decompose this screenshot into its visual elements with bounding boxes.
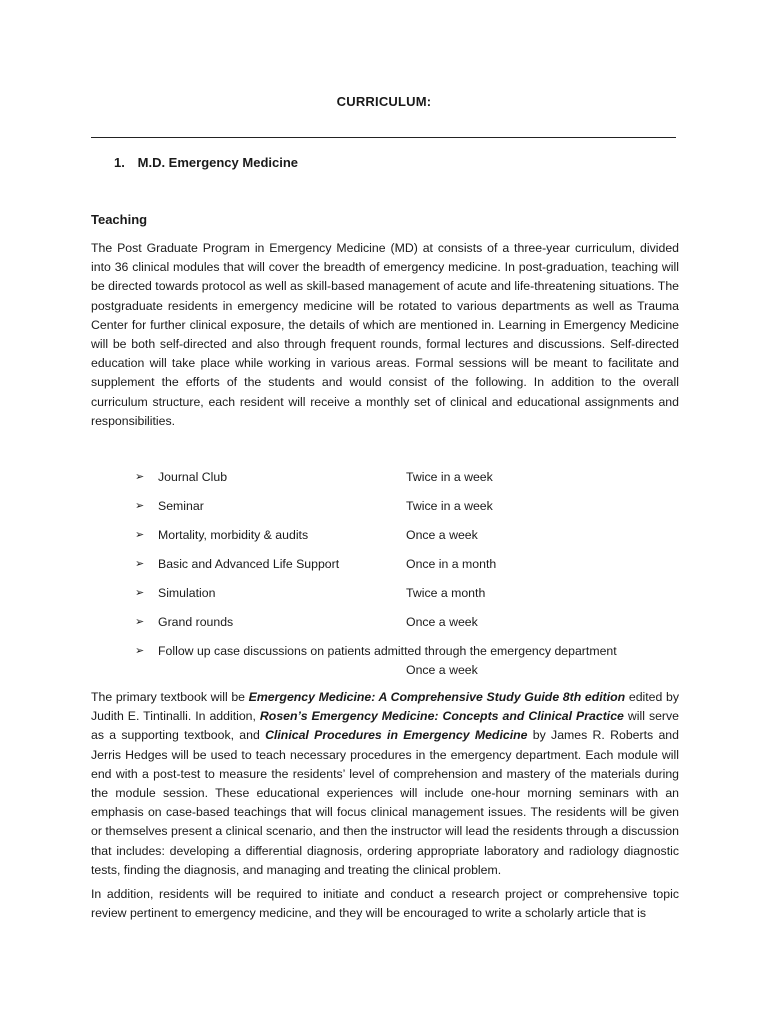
textbook-title: Emergency Medicine: A Comprehensive Study Guide 8th edition <box>248 690 626 704</box>
activity-frequency: Once in a month <box>406 557 497 571</box>
activity-frequency: Once a week <box>406 663 478 677</box>
activity-frequency: Twice in a week <box>406 499 493 513</box>
list-item <box>135 525 695 554</box>
activity-name: Seminar <box>158 499 204 513</box>
textbook-paragraph <box>91 688 679 880</box>
textbook-text: by James R. Roberts and Jerris Hedges will be used to teach necessary procedures in the emergency department. Each module will end with a post-test to measure the residents’ level of comprehension and mastery of the materials during the module session. These educational experiences will include one-hour morning seminars with an emphasis on case-based teachings that will focus clinical management issues. The residents will be given or themselves present a clinical scenario, and then the instructor will lead the residents through a discussion that includes: developing a differential diagnosis, ordering appropriate laboratory and radiology diagnostic tests, finding the diagnosis, and managing and treating the clinical problem. <box>91 728 679 877</box>
activity-name: Grand rounds <box>158 615 234 629</box>
section-number: 1. <box>114 155 125 170</box>
activity-name: Journal Club <box>158 470 228 484</box>
activity-list <box>135 467 695 689</box>
activity-frequency: Once a week <box>406 615 478 629</box>
section-heading <box>114 155 298 170</box>
list-item <box>135 583 695 612</box>
activity-name: Simulation <box>158 586 216 600</box>
research-paragraph: In addition, residents will be required to initiate and conduct a research project or comprehensive topic review pertinent to emergency medicine, and they will be encouraged to write a scholarly article that is <box>91 887 679 921</box>
list-item <box>135 612 695 641</box>
arrow-bullet-icon: ➢ <box>135 471 145 483</box>
activity-frequency: Twice a month <box>406 586 486 600</box>
activity-name: Follow up case discussions on patients admitted through the emergency department <box>158 644 617 658</box>
textbook-text: The primary textbook will be <box>91 690 249 704</box>
activity-name: Basic and Advanced Life Support <box>158 557 340 571</box>
intro-paragraph: The Post Graduate Program in Emergency Medicine (MD) at consists of a three-year curriculum, divided into 36 clinical modules that will cover the breadth of emergency medicine. In post-graduation, teaching will be directed towards protocol as well as skill-based management of acute and life-threatening situations. The postgraduate residents in emergency medicine will be rotated to various departments as well as Trauma Center for further clinical exposure, the details of which are mentioned in. Learning in Emergency Medicine will be both self-directed and also through frequent rounds, formal lectures and discussions. Self-directed education will take place while working in various areas. Formal sessions will be meant to facilitate and supplement the efforts of the students and would consist of the following. In addition to the overall curriculum structure, each resident will receive a monthly set of clinical and educational assignments and responsibilities. <box>91 241 679 428</box>
activity-frequency: Once a week <box>406 528 478 542</box>
section-title: M.D. Emergency Medicine <box>137 155 299 170</box>
activity-name: Mortality, morbidity & audits <box>158 528 309 542</box>
activity-frequency: Twice in a week <box>406 470 493 484</box>
list-item <box>135 554 695 583</box>
list-item <box>135 467 695 496</box>
page-title: CURRICULUM: <box>336 94 432 109</box>
teaching-subheading: Teaching <box>91 212 148 227</box>
arrow-bullet-icon: ➢ <box>135 645 145 657</box>
arrow-bullet-icon: ➢ <box>135 558 145 570</box>
list-item <box>135 641 695 689</box>
textbook-text: will serve as a supporting textbook, and <box>91 709 680 743</box>
textbook-title: Clinical Procedures in Emergency Medicine <box>265 728 528 743</box>
arrow-bullet-icon: ➢ <box>135 587 145 599</box>
textbook-title: Rosen’s Emergency Medicine: Concepts and Clinical Practice <box>259 709 624 724</box>
arrow-bullet-icon: ➢ <box>135 616 145 628</box>
arrow-bullet-icon: ➢ <box>135 500 145 512</box>
list-item <box>135 496 695 525</box>
horizontal-divider <box>91 137 676 138</box>
arrow-bullet-icon: ➢ <box>135 529 145 541</box>
textbook-text: edited by Judith E. Tintinalli. In addition, <box>91 690 679 724</box>
